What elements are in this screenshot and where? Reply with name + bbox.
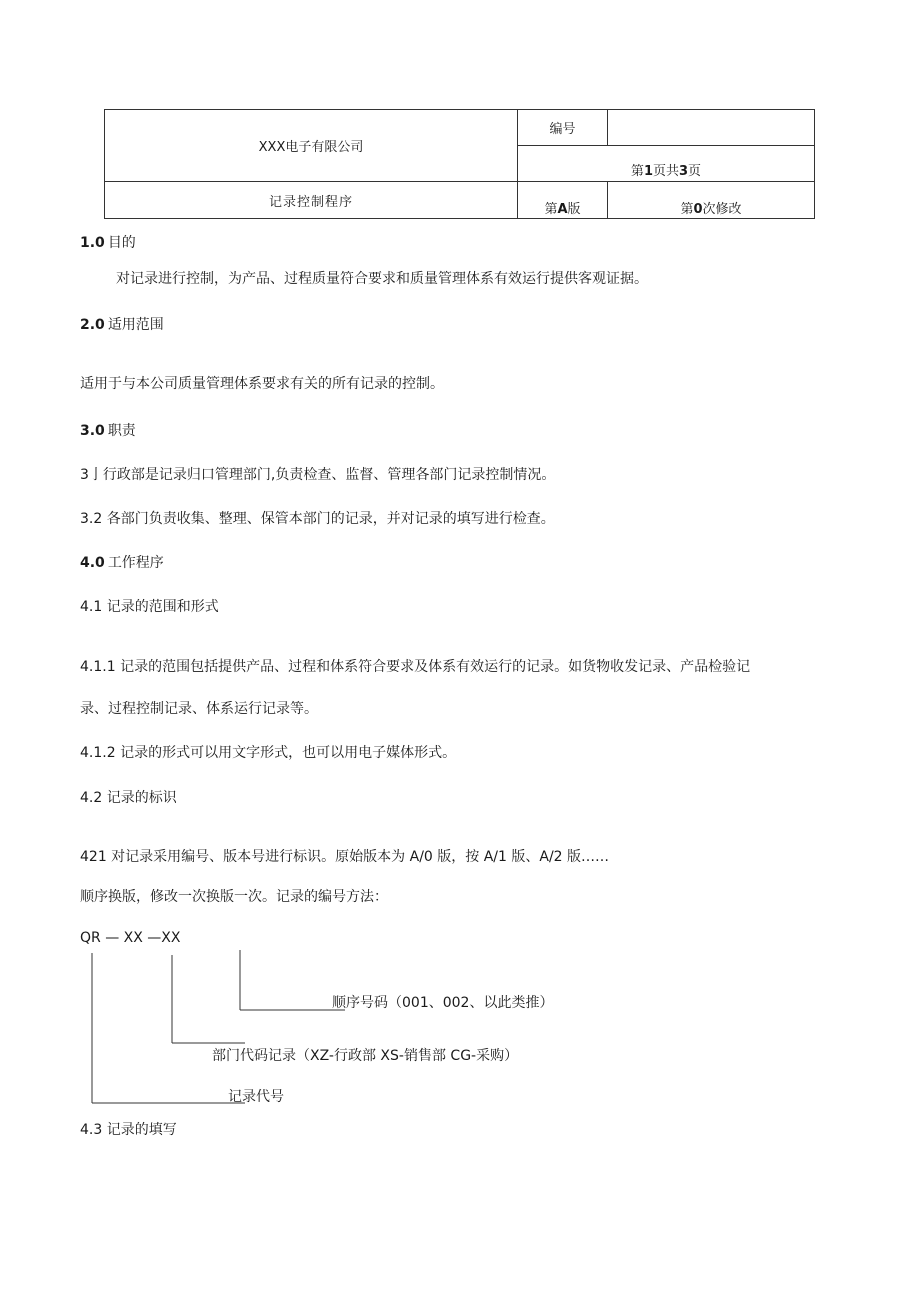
section-4-1-2: 4.1.2 记录的形式可以用文字形式，也可以用电子媒体形式。 [80, 745, 457, 761]
section-4-2-1-line2: 顺序换版，修改一次换版一次。记录的编号方法： [80, 889, 388, 905]
section-3-1: 3亅行政部是记录归口管理部门,负责检查、监督、管理各部门记录控制情况。 [80, 467, 556, 483]
department-code-label: 部门代码记录（XZ-行政部 XS-销售部 CG-采购） [212, 1048, 519, 1064]
section-4-2-1-line1: 421 对记录采用编号、版本号进行标识。原始版本为 A/0 版，按 A/1 版、A/2 版…… [80, 849, 610, 865]
section-4-1-1-line2: 录、过程控制记录、体系运行记录等。 [80, 701, 318, 717]
section-2-heading: 2.0 适用范围 [80, 317, 164, 333]
section-4-1: 4.1 记录的范围和形式 [80, 599, 219, 615]
code-label: 编号 [518, 110, 608, 146]
section-3-2: 3.2 各部门负责收集、整理、保管本部门的记录，并对记录的填写进行检查。 [80, 511, 555, 527]
section-3-heading: 3.0 职责 [80, 423, 136, 439]
section-4-1-1-line1: 4.1.1 记录的范围包括提供产品、过程和体系符合要求及体系有效运行的记录。如货物收发记录、产品检验记 [80, 659, 751, 675]
page-count: 第1页共3页 [518, 146, 815, 182]
revision: 第0次修改 [608, 182, 815, 219]
section-4-2: 4.2 记录的标识 [80, 790, 177, 806]
record-code-format: QR — XX —XX [80, 930, 181, 946]
sequence-number-label: 顺序号码（001、002、以此类推） [332, 995, 554, 1011]
section-1-body: 对记录进行控制，为产品、过程质量符合要求和质量管理体系有效运行提供客观证据。 [116, 271, 648, 287]
record-code-label: 记录代号 [228, 1089, 284, 1105]
section-2-body: 适用于与本公司质量管理体系要求有关的所有记录的控制。 [80, 376, 444, 392]
record-code-diagram [80, 925, 600, 1125]
document-header-table [104, 109, 815, 219]
edition: 第A版 [518, 182, 608, 219]
code-connector-lines [80, 925, 600, 1125]
section-4-3: 4.3 记录的填写 [80, 1122, 177, 1138]
code-value [608, 110, 815, 146]
document-title: 记录控制程序 [105, 182, 518, 219]
section-1-heading: 1.0 目的 [80, 235, 136, 251]
company-name: XXX电子有限公司 [105, 110, 518, 182]
section-4-heading: 4.0 工作程序 [80, 555, 164, 571]
